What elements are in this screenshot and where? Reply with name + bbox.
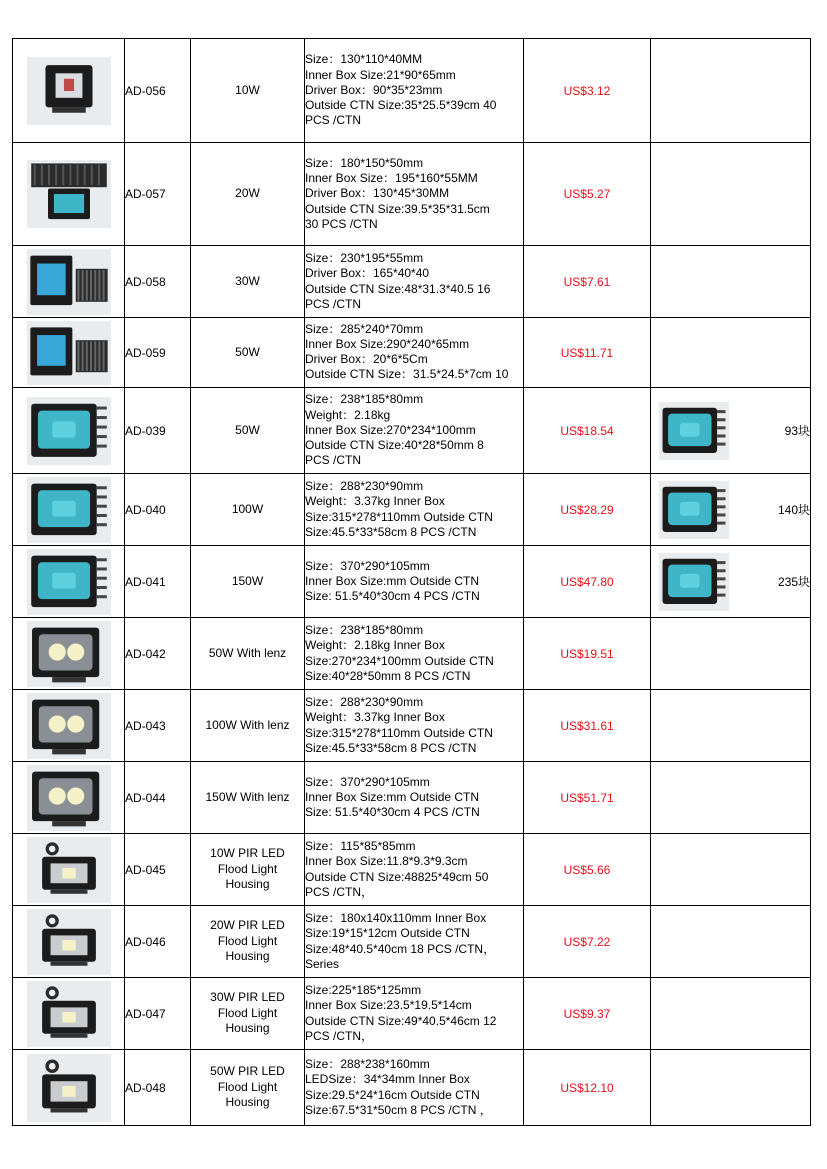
spec-line: Size:45.5*33*58cm 8 PCS /CTN — [305, 524, 477, 539]
spec-line: Size: 51.5*40*30cm 4 PCS /CTN — [305, 589, 480, 604]
product-row — [13, 618, 811, 690]
specification-lines — [305, 559, 523, 605]
product-image-cell — [13, 143, 125, 246]
lens-flood-light-photo — [27, 621, 111, 687]
product-price: US$12.10 — [524, 1050, 651, 1126]
product-specification — [305, 546, 524, 618]
product-specification — [305, 39, 524, 143]
product-image-cell — [13, 618, 125, 690]
product-power — [191, 1050, 305, 1126]
spec-line: Size:45.5*33*58cm 8 PCS /CTN — [305, 740, 477, 755]
product-image-cell — [13, 906, 125, 978]
spec-line: Size:40*28*50mm 8 PCS /CTN — [305, 668, 471, 683]
pir-flood-light-photo — [27, 981, 111, 1047]
cob-flood-light-photo — [27, 549, 111, 615]
spec-line: Inner Box Size:11.8*9.3*9.3cm — [305, 854, 468, 869]
specification-lines — [305, 322, 523, 384]
product-row — [13, 834, 811, 906]
specification-lines — [305, 392, 523, 468]
spec-line: Size:315*278*110mm Outside CTN — [305, 509, 493, 524]
spec-line: Weight：3.37kg Inner Box — [305, 494, 445, 509]
product-price: US$5.27 — [524, 143, 651, 246]
spec-line: PCS /CTN — [305, 453, 362, 468]
product-image-cell — [13, 39, 125, 143]
spec-line: Outside CTN Size:35*25.5*39cm 40 — [305, 98, 497, 113]
alternate-model-note: 93块 — [784, 424, 810, 438]
product-power: 50W — [191, 318, 305, 388]
product-extra-cell — [651, 388, 811, 474]
product-row — [13, 546, 811, 618]
spec-line: Size：130*110*40MM — [305, 52, 423, 67]
product-image-cell — [13, 690, 125, 762]
spec-line: Size：238*185*80mm — [305, 392, 424, 407]
product-extra-cell — [651, 978, 811, 1050]
specification-lines — [305, 251, 523, 312]
product-row — [13, 388, 811, 474]
spec-line: Weight：3.37kg Inner Box — [305, 710, 445, 725]
specification-lines — [305, 775, 523, 821]
spec-line: Outside CTN Size:48*31.3*40.5 16 — [305, 281, 491, 296]
spec-line: Inner Box Size：195*160*55MM — [305, 171, 478, 186]
specification-lines — [305, 479, 523, 540]
power-line: Flood Light — [217, 1079, 278, 1094]
spec-line: PCS /CTN — [305, 113, 362, 128]
spec-line: Weight：2.18kg — [305, 407, 391, 422]
specification-lines — [305, 839, 523, 900]
product-price: US$9.37 — [524, 978, 651, 1050]
product-power: 150W — [191, 546, 305, 618]
product-image-cell — [13, 474, 125, 546]
product-extra-cell — [651, 143, 811, 246]
spec-line: Size：288*230*90mm — [305, 695, 424, 710]
alternate-model-note: 235块 — [777, 575, 810, 589]
product-price: US$7.22 — [524, 906, 651, 978]
flood-light-front-and-back-photo — [27, 249, 111, 315]
spec-line: Outside CTN Size：31.5*24.5*7cm 10 — [305, 367, 509, 382]
product-price: US$11.71 — [524, 318, 651, 388]
product-extra-cell — [651, 1050, 811, 1126]
product-price: US$7.61 — [524, 246, 651, 318]
product-code: AD-045 — [125, 834, 191, 906]
alternate-model-photo — [659, 553, 729, 611]
product-image-cell — [13, 246, 125, 318]
spec-line: Inner Box Size:270*234*100mm — [305, 422, 476, 437]
product-code: AD-044 — [125, 762, 191, 834]
spec-line: Size:48*40.5*40cm 18 PCS /CTN， — [305, 941, 496, 956]
lens-flood-light-photo — [27, 765, 111, 831]
spec-line: Size：230*195*55mm — [305, 251, 424, 266]
lens-flood-light-photo — [27, 693, 111, 759]
product-image-cell — [13, 318, 125, 388]
spec-line: Inner Box Size:21*90*65mm — [305, 67, 456, 82]
spec-line: Inner Box Size:mm Outside CTN — [305, 573, 480, 588]
product-price: US$3.12 — [524, 39, 651, 143]
power-line: 50W PIR LED — [210, 1064, 285, 1079]
specification-lines — [305, 1057, 523, 1118]
product-power: 50W — [191, 388, 305, 474]
product-row — [13, 143, 811, 246]
spec-line: Driver Box：20*6*5Cm — [305, 351, 428, 366]
alternate-model-photo — [659, 402, 729, 460]
spec-line: Size:67.5*31*50cm 8 PCS /CTN ， — [305, 1102, 492, 1117]
spec-line: Weight：2.18kg Inner Box — [305, 638, 445, 653]
price-list-table — [12, 38, 811, 1126]
spec-line: Size：180x140x110mm Inner Box — [305, 911, 487, 926]
specification-lines — [305, 911, 523, 972]
product-image-cell — [13, 1050, 125, 1126]
product-code: AD-059 — [125, 318, 191, 388]
spec-line: Outside CTN Size:39.5*35*31.5cm — [305, 201, 490, 216]
cob-flood-light-photo — [27, 397, 111, 465]
product-image-cell — [13, 546, 125, 618]
power-line: Housing — [225, 1095, 270, 1110]
product-code: AD-039 — [125, 388, 191, 474]
specification-lines — [305, 52, 523, 128]
spec-line: Driver Box：165*40*40 — [305, 266, 430, 281]
product-specification — [305, 246, 524, 318]
spec-line: Size:19*15*12cm Outside CTN — [305, 926, 470, 941]
spec-line: 30 PCS /CTN — [305, 216, 378, 231]
price-list-body — [13, 39, 811, 1126]
spec-line: Outside CTN Size:48825*49cm 50 — [305, 869, 489, 884]
power-line: Housing — [225, 949, 270, 964]
power-line: 10W PIR LED — [210, 846, 285, 861]
product-code: AD-040 — [125, 474, 191, 546]
product-extra-cell — [651, 906, 811, 978]
product-price: US$19.51 — [524, 618, 651, 690]
product-specification — [305, 690, 524, 762]
product-row — [13, 474, 811, 546]
product-code: AD-046 — [125, 906, 191, 978]
spec-line: Driver Box：130*45*30MM — [305, 186, 450, 201]
product-row — [13, 978, 811, 1050]
product-row — [13, 39, 811, 143]
flood-light-front-and-back-photo — [27, 321, 111, 385]
spec-line: Inner Box Size:290*240*65mm — [305, 336, 470, 351]
product-specification — [305, 762, 524, 834]
product-specification — [305, 388, 524, 474]
product-image-cell — [13, 388, 125, 474]
spec-line: Size：180*150*50mm — [305, 155, 424, 170]
power-line: Flood Light — [217, 933, 278, 948]
pir-flood-light-photo — [27, 909, 111, 975]
product-code: AD-043 — [125, 690, 191, 762]
product-power: 20W — [191, 143, 305, 246]
specification-lines — [305, 156, 523, 232]
product-code: AD-058 — [125, 246, 191, 318]
product-power: 30W — [191, 246, 305, 318]
product-extra-cell — [651, 546, 811, 618]
spec-line: LEDSize：34*34mm Inner Box — [305, 1072, 470, 1087]
product-extra-cell — [651, 618, 811, 690]
spec-line: Size: 51.5*40*30cm 4 PCS /CTN — [305, 805, 480, 820]
alternate-model-note: 140块 — [777, 503, 810, 517]
product-power: 100W — [191, 474, 305, 546]
product-row — [13, 690, 811, 762]
product-image-cell — [13, 834, 125, 906]
product-power — [191, 834, 305, 906]
product-power — [191, 978, 305, 1050]
product-code: AD-056 — [125, 39, 191, 143]
pir-flood-light-photo — [27, 1054, 111, 1122]
product-specification — [305, 143, 524, 246]
product-code: AD-042 — [125, 618, 191, 690]
cob-flood-light-photo — [27, 477, 111, 543]
pir-flood-light-photo — [27, 837, 111, 903]
product-image-cell — [13, 762, 125, 834]
spec-line: PCS /CTN， — [305, 884, 374, 899]
product-power: 100W With lenz — [191, 690, 305, 762]
product-price: US$28.29 — [524, 474, 651, 546]
product-price: US$31.61 — [524, 690, 651, 762]
spec-line: PCS /CTN， — [305, 1028, 374, 1043]
product-row — [13, 318, 811, 388]
product-power: 50W With lenz — [191, 618, 305, 690]
spec-line: Outside CTN Size:40*28*50mm 8 — [305, 438, 484, 453]
spec-line: Size：288*230*90mm — [305, 479, 424, 494]
product-price: US$18.54 — [524, 388, 651, 474]
product-price: US$51.71 — [524, 762, 651, 834]
product-image-cell — [13, 978, 125, 1050]
spec-line: Size:270*234*100mm Outside CTN — [305, 653, 494, 668]
specification-lines — [305, 983, 523, 1044]
product-specification — [305, 1050, 524, 1126]
power-line: 20W PIR LED — [210, 918, 285, 933]
specification-lines — [305, 695, 523, 756]
product-power: 10W — [191, 39, 305, 143]
product-specification — [305, 474, 524, 546]
product-row — [13, 246, 811, 318]
power-line: Flood Light — [217, 861, 278, 876]
spec-line: Size:225*185*125mm — [305, 983, 422, 998]
product-row — [13, 906, 811, 978]
product-specification — [305, 618, 524, 690]
product-specification — [305, 834, 524, 906]
power-line: Housing — [225, 877, 270, 892]
product-code: AD-041 — [125, 546, 191, 618]
product-extra-cell — [651, 834, 811, 906]
power-line: Housing — [225, 1021, 270, 1036]
product-extra-cell — [651, 762, 811, 834]
product-code: AD-048 — [125, 1050, 191, 1126]
spec-line: Size：370*290*105mm — [305, 558, 430, 573]
product-power: 150W With lenz — [191, 762, 305, 834]
product-extra-cell — [651, 246, 811, 318]
spec-line: Size:315*278*110mm Outside CTN — [305, 725, 493, 740]
spec-line: Size:29.5*24*16cm Outside CTN — [305, 1087, 480, 1102]
product-power — [191, 906, 305, 978]
alternate-model-photo — [659, 481, 729, 539]
product-specification — [305, 318, 524, 388]
flood-light-with-finned-back-photo — [27, 160, 111, 228]
power-line: 30W PIR LED — [210, 990, 285, 1005]
spec-line: Size：370*290*105mm — [305, 774, 430, 789]
spec-line: PCS /CTN — [305, 296, 362, 311]
spec-line: Outside CTN Size:49*40.5*46cm 12 — [305, 1013, 497, 1028]
spec-line: Inner Box Size:23.5*19.5*14cm — [305, 998, 472, 1013]
small-flood-light-photo — [27, 57, 111, 125]
product-price: US$5.66 — [524, 834, 651, 906]
spec-line: Size：285*240*70mm — [305, 321, 424, 336]
spec-line: Inner Box Size:mm Outside CTN — [305, 789, 480, 804]
spec-line: Size：238*185*80mm — [305, 623, 424, 638]
product-specification — [305, 906, 524, 978]
product-specification — [305, 978, 524, 1050]
product-row — [13, 1050, 811, 1126]
product-code: AD-047 — [125, 978, 191, 1050]
spec-line: Series — [305, 956, 340, 971]
specification-lines — [305, 623, 523, 684]
product-extra-cell — [651, 474, 811, 546]
spec-line: Size：288*238*160mm — [305, 1057, 430, 1072]
spec-line: Driver Box：90*35*23mm — [305, 82, 443, 97]
product-code: AD-057 — [125, 143, 191, 246]
spec-line: Size：115*85*85mm — [305, 839, 416, 854]
product-extra-cell — [651, 39, 811, 143]
power-line: Flood Light — [217, 1005, 278, 1020]
product-extra-cell — [651, 690, 811, 762]
product-price: US$47.80 — [524, 546, 651, 618]
product-row — [13, 762, 811, 834]
product-extra-cell — [651, 318, 811, 388]
